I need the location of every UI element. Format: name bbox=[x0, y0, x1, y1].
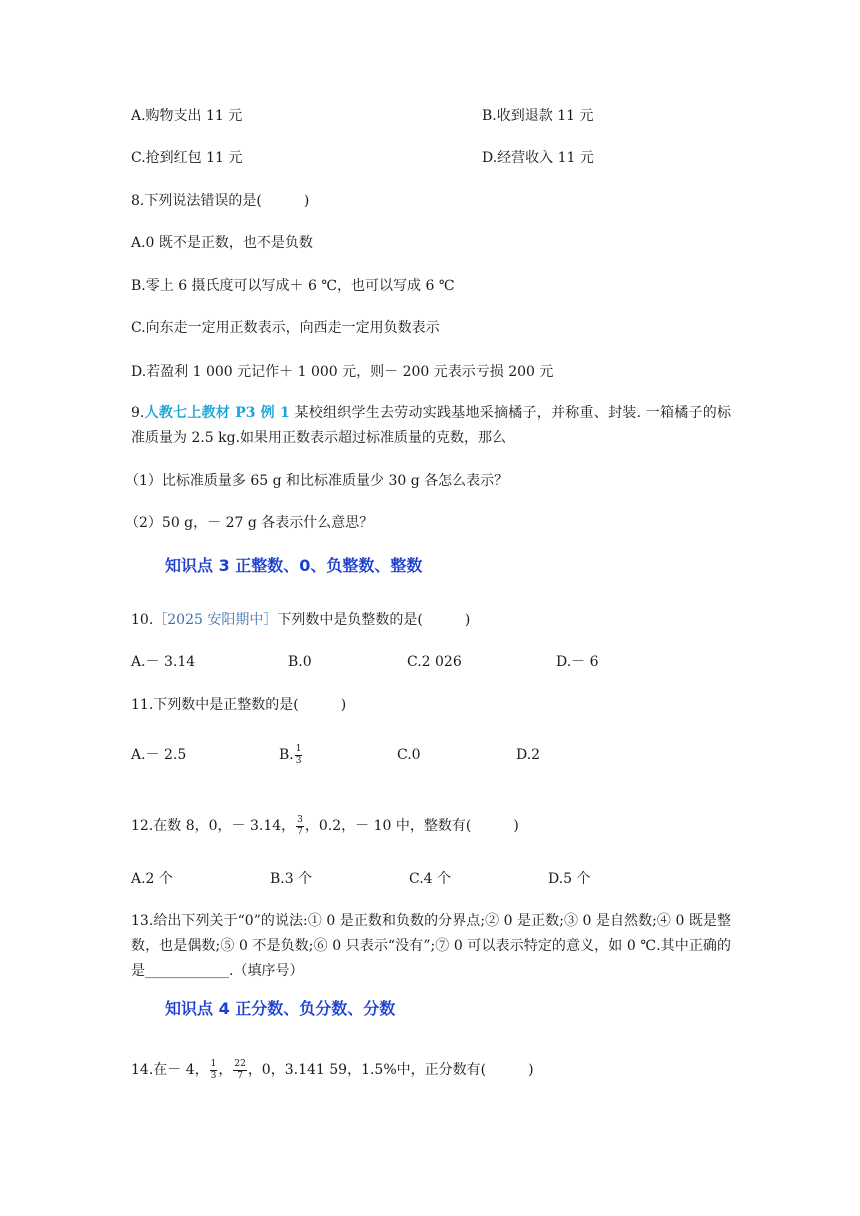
q9-part-2: （2）50 g，－ 27 g 各表示什么意思？ bbox=[125, 515, 374, 531]
q10-option-b: B.0 bbox=[288, 654, 312, 670]
q11-fraction-denominator: 3 bbox=[295, 755, 302, 766]
q9-stem bbox=[131, 401, 731, 451]
q14-stem-pre: 14.在－ 4， bbox=[131, 1062, 209, 1078]
q12-option-c: C.4 个 bbox=[409, 871, 452, 887]
q7-option-b: B.收到退款 11 元 bbox=[482, 108, 594, 124]
q7-option-d: D.经营收入 11 元 bbox=[482, 150, 594, 166]
q9-source-tag: 人教七上教材 P3 例 1 bbox=[144, 405, 290, 421]
q8-option-d: D.若盈利 1 000 元记作＋ 1 000 元，则－ 200 元表示亏损 200 元 bbox=[131, 364, 554, 380]
q10-number: 10. bbox=[131, 612, 154, 628]
q14-separator: ， bbox=[218, 1062, 233, 1078]
section-heading-3: 知识点 3 正整数、0、负整数、整数 bbox=[165, 556, 423, 575]
q11-stem: 11.下列数中是正整数的是( ) bbox=[131, 697, 347, 713]
q14-fraction-2-numerator: 22 bbox=[234, 1058, 246, 1069]
q14-fraction-2-denominator: 7 bbox=[237, 1070, 243, 1081]
q14-fraction-2 bbox=[233, 1059, 246, 1082]
q14-fraction-1 bbox=[210, 1059, 218, 1082]
q14-fraction-1-denominator: 3 bbox=[210, 1070, 217, 1081]
q8-stem: 8.下列说法错误的是( ) bbox=[131, 193, 310, 209]
q14-fraction-1-numerator: 1 bbox=[210, 1058, 217, 1069]
q8-option-c: C.向东走一定用正数表示，向西走一定用负数表示 bbox=[131, 320, 440, 336]
q11-option-d: D.2 bbox=[516, 747, 541, 763]
section-heading-4: 知识点 4 正分数、负分数、分数 bbox=[165, 999, 396, 1018]
q11-fraction bbox=[295, 744, 303, 767]
q9-part-1: （1）比标准质量多 65 g 和比标准质量少 30 g 各怎么表示？ bbox=[125, 473, 509, 489]
q7-option-c: C.抢到红包 11 元 bbox=[131, 150, 243, 166]
q8-option-a: A.0 既不是正数，也不是负数 bbox=[131, 235, 313, 251]
q12-option-d: D.5 个 bbox=[548, 871, 591, 887]
q10-option-a: A.－ 3.14 bbox=[131, 654, 196, 670]
q10-source-tag: ［2025 安阳期中］ bbox=[153, 612, 278, 628]
q10-option-c: C.2 026 bbox=[407, 654, 462, 670]
q14-stem-post: ，0，3.141 59，1.5%中，正分数有( ) bbox=[247, 1062, 534, 1078]
q11-fraction-numerator: 1 bbox=[295, 743, 302, 754]
q12-stem bbox=[131, 811, 519, 841]
q12-fraction-numerator: 3 bbox=[297, 814, 303, 825]
q12-stem-pre: 12.在数 8，0，－ 3.14， bbox=[131, 818, 296, 834]
q7-option-a: A.购物支出 11 元 bbox=[131, 108, 243, 124]
q12-fraction-denominator: 7 bbox=[297, 826, 303, 837]
q11-option-a: A.－ 2.5 bbox=[131, 747, 187, 763]
q10-text: 下列数中是负整数的是( ) bbox=[277, 612, 471, 628]
q13-text: 13.给出下列关于“0”的说法:① 0 是正数和负数的分界点;② 0 是正数;③ 0 是自然数;④ 0 既是整数，也是偶数;⑤ 0 不是负数;⑥ 0 只表示“没有”;⑦ 0 可以表示特定的意义，如 0 ℃.其中正确的是____________.（填序号） bbox=[131, 913, 731, 979]
q9-text: 某校组织学生去劳动实践基地采摘橘子，并称重、封装. 一箱橘子的标准质量为 2.5 kg.如果用正数表示超过标准质量的克数，那么 bbox=[131, 405, 731, 446]
q12-option-a: A.2 个 bbox=[131, 871, 173, 887]
q10-option-d: D.－ 6 bbox=[556, 654, 599, 670]
q12-fraction bbox=[296, 815, 304, 838]
q14-stem bbox=[131, 1055, 534, 1085]
q11-option-b-label: B. bbox=[279, 747, 294, 763]
q8-option-b: B.零上 6 摄氏度可以写成＋ 6 ℃，也可以写成 6 ℃ bbox=[131, 278, 455, 294]
q9-number: 9. bbox=[131, 405, 145, 421]
q12-stem-post: ，0.2，－ 10 中，整数有( ) bbox=[304, 818, 519, 834]
q11-option-c: C.0 bbox=[397, 747, 421, 763]
q10-stem bbox=[131, 610, 470, 630]
q12-option-b: B.3 个 bbox=[270, 871, 313, 887]
q11-option-b bbox=[279, 740, 303, 770]
